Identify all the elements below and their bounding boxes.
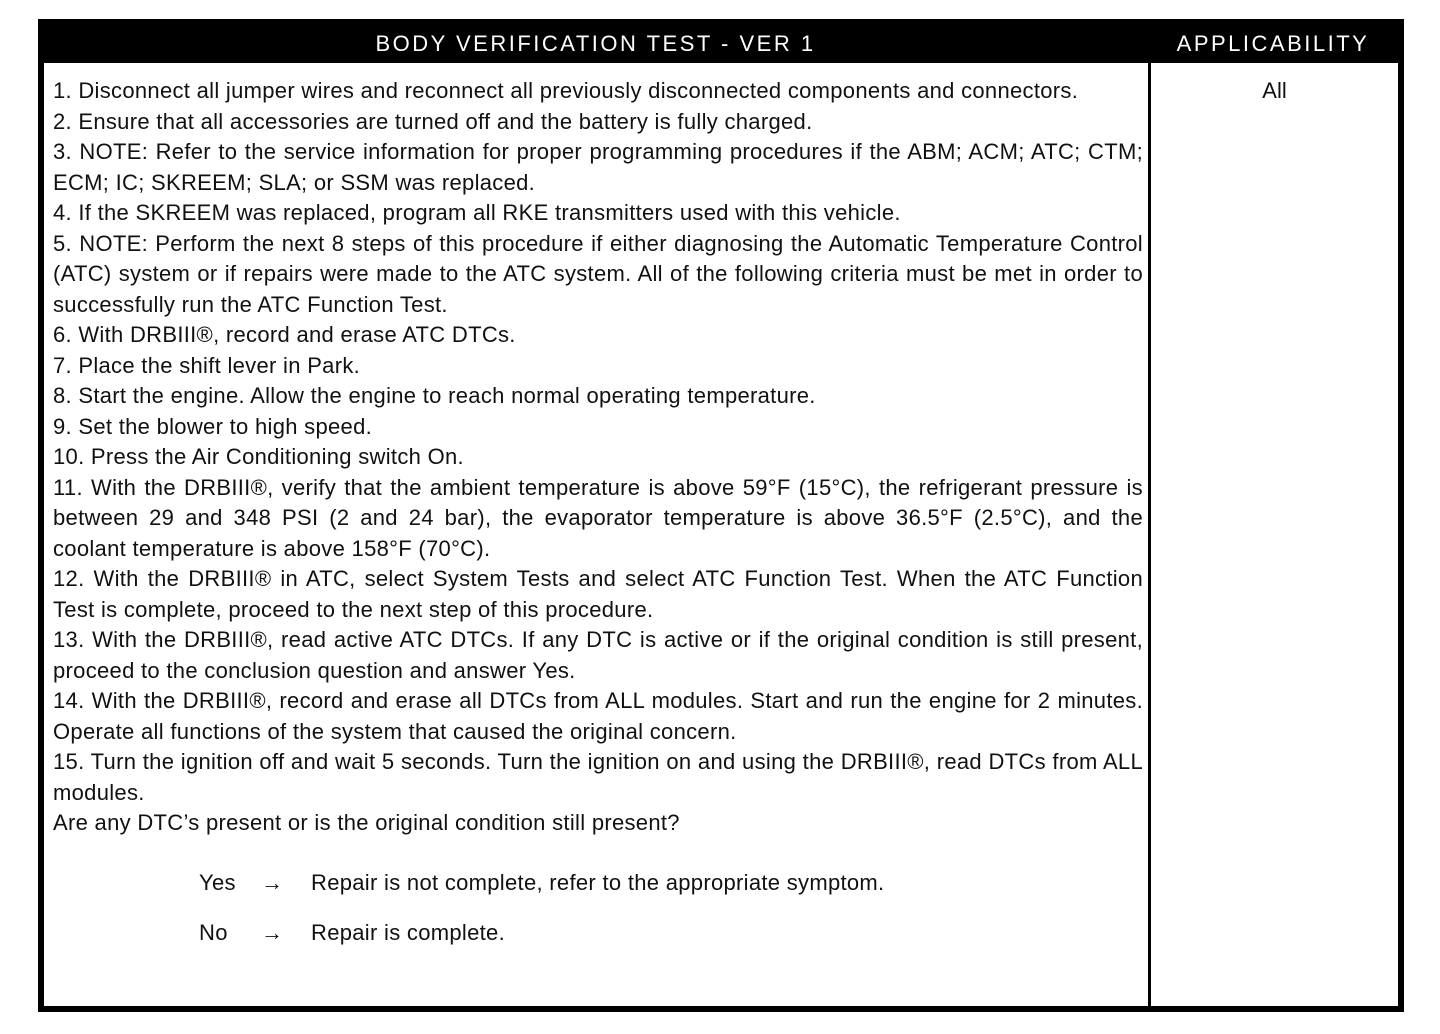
answer-no [53,908,1143,958]
procedure-step-12: 12. With the DRBIII® in ATC, select System Tests and select ATC Function Test. When the ATC Function Test is complete, proceed to the next step of this procedure. [53,566,1143,622]
procedure-step-6: 6. With DRBIII®, record and erase ATC DTCs. [53,322,516,347]
answer-yes-text: Repair is not complete, refer to the appropriate symptom. [311,869,885,895]
procedure-step-15: 15. Turn the ignition off and wait 5 seconds. Turn the ignition on and using the DRBIII®, read DTCs from ALL modules. [53,749,1143,805]
answer-no-key: No [199,919,228,945]
answer-no-text: Repair is complete. [311,919,505,945]
procedure-step-1: 1. Disconnect all jumper wires and reconnect all previously disconnected components and connectors. [53,78,1079,103]
procedure-step-10: 10. Press the Air Conditioning switch On. [53,444,464,469]
verification-test-table [38,19,1404,1012]
column-divider [1148,63,1151,1006]
procedure-step-4: 4. If the SKREEM was replaced, program all RKE transmitters used with this vehicle. [53,200,901,225]
procedure-step-11: 11. With the DRBIII®, verify that the ambient temperature is above 59°F (15°C), the refrigerant pressure is between 29 and 348 PSI (2 and 24 bar), the evaporator temperature is above 36.5°F (2.5°C), and the coolant temperature is above 158°F (70°C). [53,474,1143,561]
procedure-step-7: 7. Place the shift lever in Park. [53,352,361,378]
procedure-step-8: 8. Start the engine. Allow the engine to reach normal operating temperature. [53,383,816,408]
answer-yes-key: Yes [199,869,236,895]
applicability-header: APPLICABILITY [1176,31,1370,56]
procedure-step-5: 5. NOTE: Perform the next 8 steps of this procedure if either diagnosing the Automatic Temperature Control (ATC) system or if repairs were made to the ATC system. All of the following criteria must be met in order to successfully run the ATC Function Test. [53,230,1143,317]
procedure-step-9: 9. Set the blower to high speed. [53,413,373,439]
procedure-column [53,76,1143,958]
conclusion-question: Are any DTC’s present or is the original condition still present? [53,810,680,835]
procedure-step-14: 14. With the DRBIII®, record and erase all DTCs from ALL modules. Start and run the engine for 2 minutes. Operate all functions of the system that caused the original concern. [53,688,1143,744]
procedure-step-3: 3. NOTE: Refer to the service information for proper programming procedures if the ABM; ACM; ATC; CTM; ECM; IC; SKREEM; SLA; or SSM was replaced. [53,139,1143,195]
answer-list [53,858,1143,958]
procedure-step-13: 13. With the DRBIII®, read active ATC DTCs. If any DTC is active or if the original condition is still present, proceed to the conclusion question and answer Yes. [53,627,1143,683]
answer-yes [53,858,1143,908]
procedure-step-2: 2. Ensure that all accessories are turned off and the battery is fully charged. [53,108,813,134]
right-arrow-icon: → [261,919,284,945]
table-header [44,25,1398,63]
applicability-column [1151,76,1398,107]
test-title: BODY VERIFICATION TEST - VER 1 [375,31,816,56]
applicability-value: All [1262,78,1287,103]
right-arrow-icon: → [261,869,284,895]
